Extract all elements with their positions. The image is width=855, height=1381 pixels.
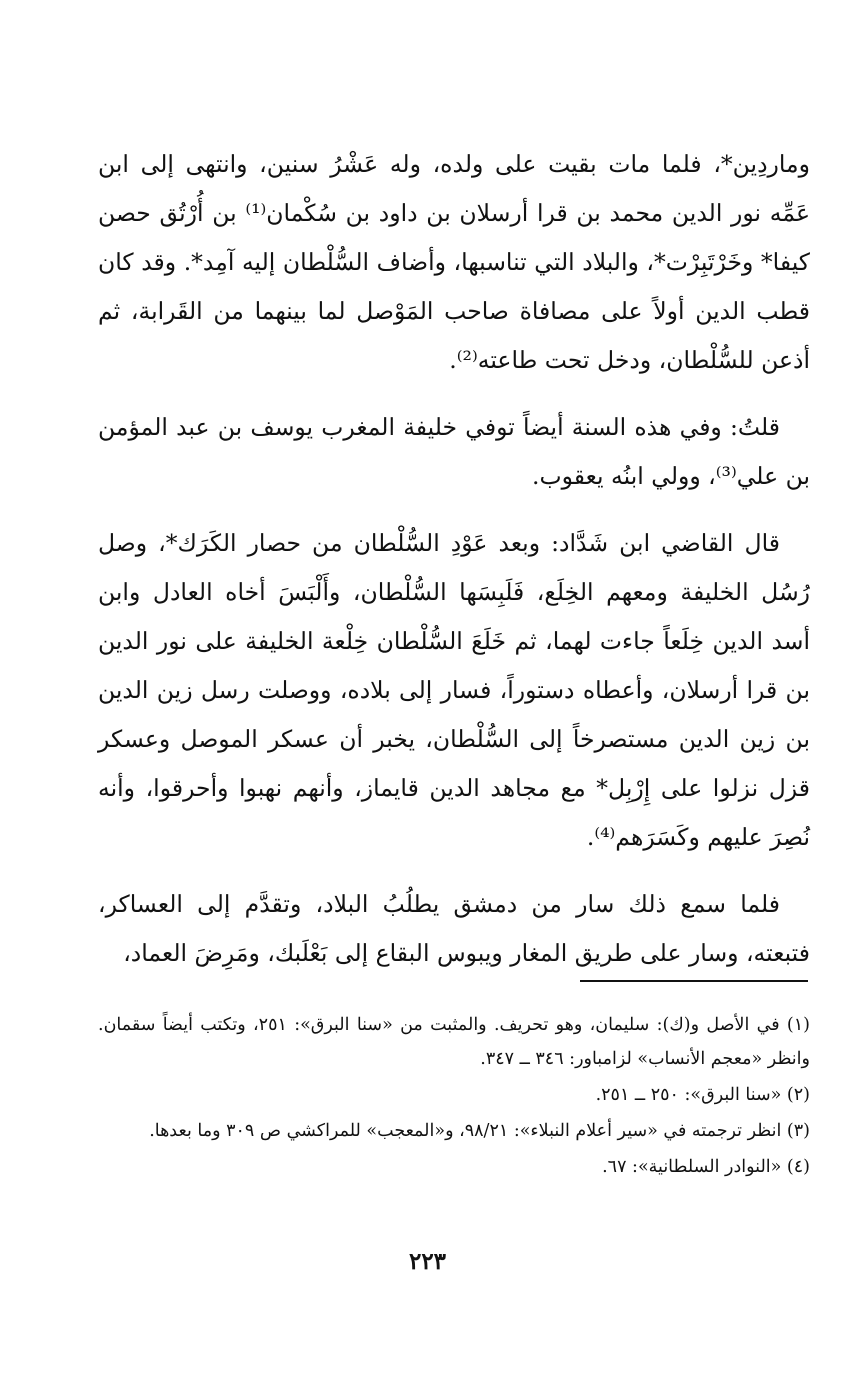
footnote-divider bbox=[580, 980, 808, 982]
footnote-4: (٤) «النوادر السلطانية»: ٦٧. bbox=[602, 1157, 810, 1177]
page-number: ٢٢٣ bbox=[408, 1248, 447, 1275]
paragraph-1: وماردِين*، فلما مات بقيت على ولده، وله عَشْرُ سنين، وانتهى إلى ابن عَمِّه نور الدين محمد بن قرا أرسلان بن داود بن سُكْمان⁽¹⁾ بن أُرْتُق حصن كيفا* وخَرْتَبِرْت*، والبلاد التي تناسبها، وأضاف السُّلْطان إليه آمِد*. وقد كان قطب الدين أولاً على مصافاة صاحب المَوْصل لما بينهما من القَرابة، ثم أذعن للسُّلْطان، ودخل تحت طاعته⁽²⁾. bbox=[98, 150, 810, 374]
footnote-1: (١) في الأصل و(ك): سليمان، وهو تحريف. والمثبت من «سنا البرق»: ٢٥١، وتكتب أيضاً سقمان. وانظر «معجم الأنساب» لزامباور: ٣٤٦ ــ ٣٤٧. bbox=[98, 1015, 810, 1069]
paragraph-3: قال القاضي ابن شَدَّاد: وبعد عَوْدِ السُّلْطان من حصار الكَرَك*، وصل رُسُل الخليفة ومعهم الخِلَع، فَلَبِسَها السُّلْطان، وأَلْبَسَ أخاه العادل وابن أسد الدين خِلَعاً جاءت لهما، ثم خَلَعَ السُّلْطان خِلْعة الخليفة على نور الدين بن قرا أرسلان، وأعطاه دستوراً، فسار إلى بلاده، ووصلت رسل زين الدين بن زين الدين مستصرخاً إلى السُّلْطان، يخبر أن عسكر الموصل وعسكر قزل نزلوا على إِرْبِل* مع مجاهد الدين قايماز، وأنهم نهبوا وأحرقوا، وأنه نُصِرَ عليهم وكَسَرَهم⁽⁴⁾. bbox=[98, 529, 810, 851]
paragraph-2: قلتُ: وفي هذه السنة أيضاً توفي خليفة المغرب يوسف بن عبد المؤمن بن علي⁽³⁾، وولي ابنُه يعقوب. bbox=[98, 413, 810, 490]
footnote-3: (٣) انظر ترجمته في «سير أعلام النبلاء»: ٩٨/٢١، و«المعجب» للمراكشي ص ٣٠٩ وما بعدها. bbox=[149, 1121, 810, 1141]
main-text bbox=[98, 140, 810, 996]
footnote-2: (٢) «سنا البرق»: ٢٥٠ ــ ٢٥١. bbox=[595, 1085, 810, 1105]
paragraph-4: فلما سمع ذلك سار من دمشق يطلُبُ البلاد، وتقدَّم إلى العساكر، فتبعته، وسار على طريق المغار ويبوس البقاع إلى بَعْلَبك، ومَرِضَ العماد، bbox=[98, 890, 810, 967]
footnotes bbox=[98, 1008, 810, 1186]
